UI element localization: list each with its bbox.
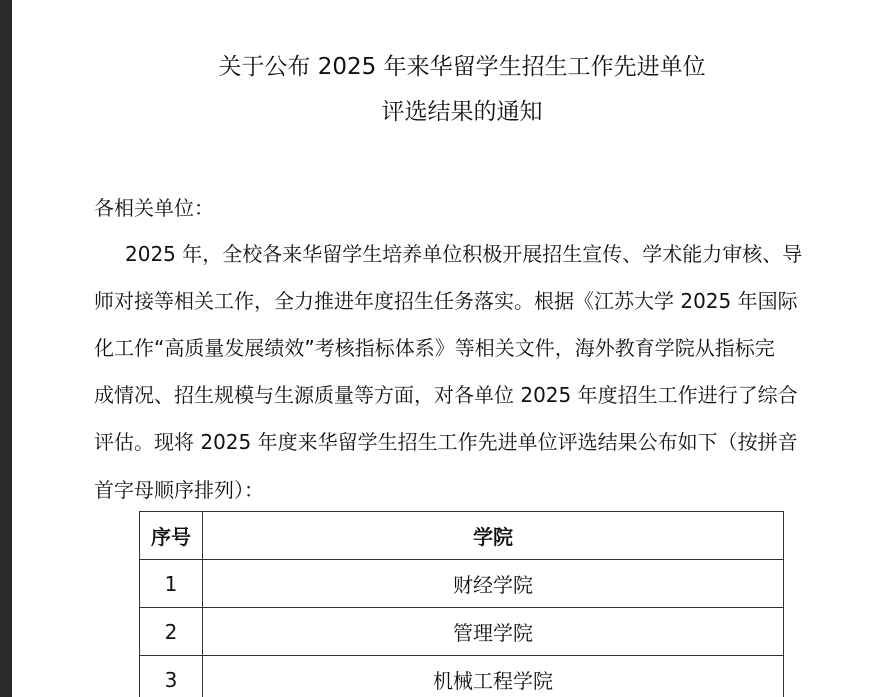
body-line: 化工作“高质量发展绩效”考核指标体系》等相关文件，海外教育学院从指标完 xyxy=(94,336,775,360)
cell-serial-number: 1 xyxy=(140,560,203,608)
document-title-line1: 关于公布 2025 年来华留学生招生工作先进单位 xyxy=(218,54,706,80)
table-row xyxy=(140,656,784,697)
header-college: 学院 xyxy=(203,512,784,560)
cell-college: 机械工程学院 xyxy=(203,656,784,697)
document-page xyxy=(12,0,892,697)
document-title-line2: 评选结果的通知 xyxy=(381,99,543,125)
table-row xyxy=(140,608,784,656)
body-line: 师对接等相关工作，全力推进年度招生任务落实。根据《江苏大学 2025 年国际 xyxy=(94,289,798,313)
results-table xyxy=(139,511,784,697)
cell-serial-number: 3 xyxy=(140,656,203,697)
viewer-left-edge xyxy=(0,0,12,697)
header-serial-number: 序号 xyxy=(140,512,203,560)
cell-college: 财经学院 xyxy=(203,560,784,608)
cell-serial-number: 2 xyxy=(140,608,203,656)
body-line: 评估。现将 2025 年度来华留学生招生工作先进单位评选结果公布如下（按拼音 xyxy=(94,430,798,454)
salutation: 各相关单位： xyxy=(94,196,214,220)
cell-college: 管理学院 xyxy=(203,608,784,656)
table-row xyxy=(140,560,784,608)
table-header-row xyxy=(140,512,784,560)
body-line: 成情况、招生规模与生源质量等方面，对各单位 2025 年度招生工作进行了综合 xyxy=(94,383,798,407)
body-line: 首字母顺序排列）： xyxy=(94,478,264,502)
body-line: 2025 年，全校各来华留学生培养单位积极开展招生宣传、学术能力审核、导 xyxy=(125,242,803,266)
